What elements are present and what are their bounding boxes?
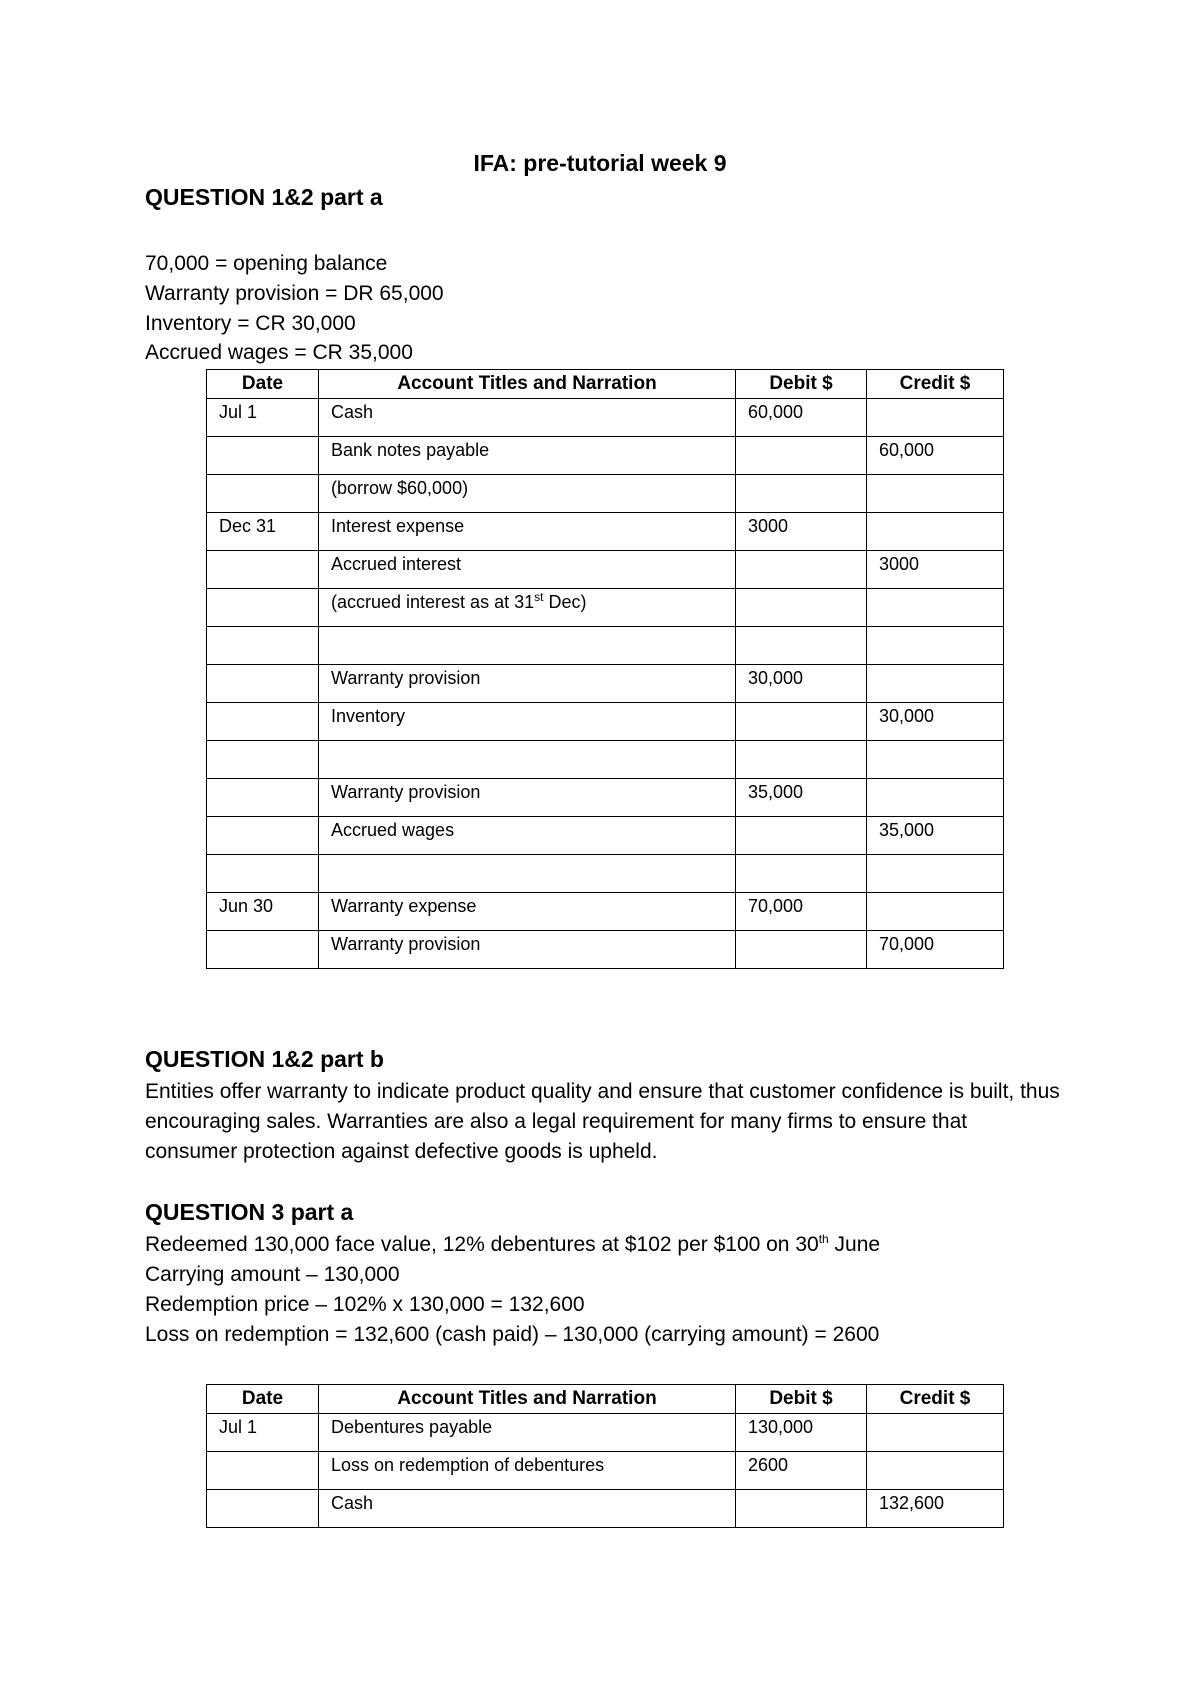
- q3a-line-2: Carrying amount – 130,000: [145, 1263, 400, 1286]
- credit-cell: 132,600: [867, 1490, 1004, 1528]
- date-cell: Jun 30: [207, 893, 319, 931]
- date-cell: [207, 931, 319, 969]
- date-cell: [207, 1490, 319, 1528]
- q12a-heading: QUESTION 1&2 part a: [145, 184, 383, 210]
- table-row: [207, 589, 1004, 627]
- debit-cell: [736, 855, 867, 893]
- account-cell: Inventory: [319, 703, 736, 741]
- account-cell: Bank notes payable: [319, 437, 736, 475]
- table-row: [207, 665, 1004, 703]
- credit-cell: [867, 399, 1004, 437]
- account-cell: Warranty provision: [319, 665, 736, 703]
- account-cell: Warranty expense: [319, 893, 736, 931]
- debit-header: Debit $: [736, 1385, 867, 1414]
- date-header: Date: [207, 370, 319, 399]
- debit-cell: [736, 551, 867, 589]
- table-row: [207, 817, 1004, 855]
- credit-cell: 70,000: [867, 931, 1004, 969]
- q12a-line: Inventory = CR 30,000: [145, 312, 356, 335]
- table-row: [207, 1490, 1004, 1528]
- q12a-line: Accrued wages = CR 35,000: [145, 341, 413, 364]
- debit-cell: 3000: [736, 513, 867, 551]
- account-cell: Debentures payable: [319, 1414, 736, 1452]
- table-row: [207, 779, 1004, 817]
- q12a-line: 70,000 = opening balance: [145, 252, 388, 275]
- credit-cell: 60,000: [867, 437, 1004, 475]
- credit-cell: [867, 1414, 1004, 1452]
- credit-cell: [867, 627, 1004, 665]
- credit-cell: [867, 665, 1004, 703]
- debit-cell: 130,000: [736, 1414, 867, 1452]
- table-row: [207, 437, 1004, 475]
- table-row: [207, 741, 1004, 779]
- account-header: Account Titles and Narration: [319, 1385, 736, 1414]
- date-cell: [207, 855, 319, 893]
- q3a-line-3: Redemption price – 102% x 130,000 = 132,600: [145, 1293, 585, 1316]
- credit-cell: [867, 779, 1004, 817]
- debit-cell: [736, 437, 867, 475]
- credit-cell: [867, 475, 1004, 513]
- account-cell: Warranty provision: [319, 779, 736, 817]
- account-cell: (borrow $60,000): [319, 475, 736, 513]
- credit-cell: 3000: [867, 551, 1004, 589]
- credit-cell: [867, 893, 1004, 931]
- narration-text: (accrued interest as at 31: [331, 592, 535, 612]
- ordinal-suffix: st: [534, 590, 544, 604]
- date-cell: [207, 1452, 319, 1490]
- q12a-line: Warranty provision = DR 65,000: [145, 282, 444, 305]
- date-cell: [207, 665, 319, 703]
- account-cell: [319, 589, 736, 627]
- credit-cell: [867, 741, 1004, 779]
- table-row: [207, 399, 1004, 437]
- debit-cell: [736, 931, 867, 969]
- debit-cell: 70,000: [736, 893, 867, 931]
- date-cell: [207, 703, 319, 741]
- date-cell: [207, 551, 319, 589]
- debit-cell: 60,000: [736, 399, 867, 437]
- journal-header-row: [207, 1385, 1004, 1414]
- date-cell: [207, 741, 319, 779]
- account-header: Account Titles and Narration: [319, 370, 736, 399]
- table-row: [207, 703, 1004, 741]
- q12b-heading: QUESTION 1&2 part b: [145, 1046, 384, 1072]
- account-cell: Loss on redemption of debentures: [319, 1452, 736, 1490]
- account-cell: Cash: [319, 1490, 736, 1528]
- q3a-line-1-end: June: [828, 1233, 881, 1256]
- date-cell: Jul 1: [207, 1414, 319, 1452]
- table-row: [207, 627, 1004, 665]
- debit-cell: [736, 475, 867, 513]
- table-row: [207, 893, 1004, 931]
- table-row: [207, 513, 1004, 551]
- journal-header-row: [207, 370, 1004, 399]
- table-row: [207, 1452, 1004, 1490]
- debit-cell: 35,000: [736, 779, 867, 817]
- date-header: Date: [207, 1385, 319, 1414]
- debit-cell: [736, 741, 867, 779]
- date-cell: [207, 589, 319, 627]
- table-row: [207, 1414, 1004, 1452]
- account-cell: Cash: [319, 399, 736, 437]
- account-cell: [319, 741, 736, 779]
- ordinal-suffix: th: [818, 1232, 829, 1246]
- table-row: [207, 551, 1004, 589]
- credit-cell: [867, 589, 1004, 627]
- debit-cell: [736, 703, 867, 741]
- date-cell: Dec 31: [207, 513, 319, 551]
- debit-cell: [736, 817, 867, 855]
- date-cell: [207, 437, 319, 475]
- credit-cell: [867, 855, 1004, 893]
- debit-cell: [736, 589, 867, 627]
- journal-table-2: [206, 1384, 1004, 1528]
- date-cell: [207, 475, 319, 513]
- table-row: [207, 475, 1004, 513]
- debit-cell: [736, 627, 867, 665]
- debit-cell: 2600: [736, 1452, 867, 1490]
- page-title: IFA: pre-tutorial week 9: [473, 150, 727, 176]
- q3a-line-4: Loss on redemption = 132,600 (cash paid) – 130,000 (carrying amount) = 2600: [145, 1323, 880, 1346]
- date-cell: Jul 1: [207, 399, 319, 437]
- credit-cell: [867, 513, 1004, 551]
- date-cell: [207, 627, 319, 665]
- journal-table-1: [206, 369, 1004, 969]
- account-cell: Accrued wages: [319, 817, 736, 855]
- credit-cell: [867, 1452, 1004, 1490]
- credit-cell: 30,000: [867, 703, 1004, 741]
- q3a-line-1: [145, 1233, 880, 1257]
- date-cell: [207, 817, 319, 855]
- q3a-line-1-text: Redeemed 130,000 face value, 12% debentures at $102 per $100 on 30: [145, 1233, 819, 1256]
- q12b-paragraph: Entities offer warranty to indicate product quality and ensure that customer confidence is built, thus encouraging sales. Warranties are also a legal requirement for many firms to ensure that consumer protection against defective goods is upheld.: [145, 1080, 1060, 1163]
- credit-header: Credit $: [867, 1385, 1004, 1414]
- credit-header: Credit $: [867, 370, 1004, 399]
- debit-cell: [736, 1490, 867, 1528]
- narration-text-end: Dec): [543, 592, 587, 612]
- account-cell: Interest expense: [319, 513, 736, 551]
- credit-cell: 35,000: [867, 817, 1004, 855]
- debit-cell: 30,000: [736, 665, 867, 703]
- account-cell: [319, 855, 736, 893]
- debit-header: Debit $: [736, 370, 867, 399]
- q3a-heading: QUESTION 3 part a: [145, 1199, 354, 1225]
- account-cell: [319, 627, 736, 665]
- account-cell: Accrued interest: [319, 551, 736, 589]
- date-cell: [207, 779, 319, 817]
- table-row: [207, 855, 1004, 893]
- account-cell: Warranty provision: [319, 931, 736, 969]
- table-row: [207, 931, 1004, 969]
